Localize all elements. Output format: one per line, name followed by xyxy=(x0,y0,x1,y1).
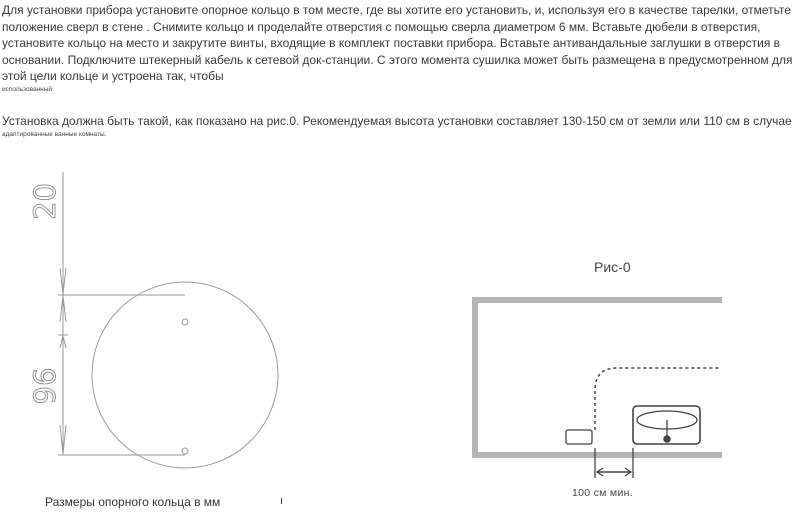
room-wall xyxy=(475,300,722,455)
height-tail: адаптированные ванные комнаты. xyxy=(2,130,107,138)
distance-label: 100 см мин. xyxy=(572,487,633,499)
height-text: Установка должна быть такой, как показано на рис.0. Рекомендуемая высота установки составляет 130-150 см от земли или 110 см в случае xyxy=(2,114,792,128)
ring-diagram xyxy=(58,172,278,468)
dock-station xyxy=(566,430,592,444)
screw-hole-bottom xyxy=(182,448,188,454)
stray-mark: ı xyxy=(280,495,284,507)
screw-hole-top xyxy=(182,319,188,325)
instruction-text: Для установки прибора установите опорное кольцо в том месте, где вы хотите его установить, и, используя его в качестве тарелки, отметьте положение сверл в стене . Снимите кольцо и проделайте отверстия с помощью сверла диаметром 6 мм. Вставьте дюбели в отверстия, установите кольцо на место и закрутите винты, входящие в комплект поставки прибора. Вставьте антивандальные заглушки в отверстия в основании. Подключите штекерный кабель к сетевой док-станции. С этого момента сушилка может быть размещена в предусмотренном для этой цели кольце и устроена так, чтобы xyxy=(2,3,793,83)
instruction-tail: использованный. xyxy=(2,85,54,93)
install-figure xyxy=(475,300,722,455)
cable-dashed xyxy=(595,368,720,430)
ring-outline xyxy=(92,282,278,468)
dim-side-label: 96 xyxy=(28,367,62,405)
ring-caption: Размеры опорного кольца в мм xyxy=(45,495,221,509)
dryer-sensor xyxy=(664,436,670,442)
dim-top-label: 20 xyxy=(28,183,62,220)
figure-title: Рис-0 xyxy=(594,259,631,275)
